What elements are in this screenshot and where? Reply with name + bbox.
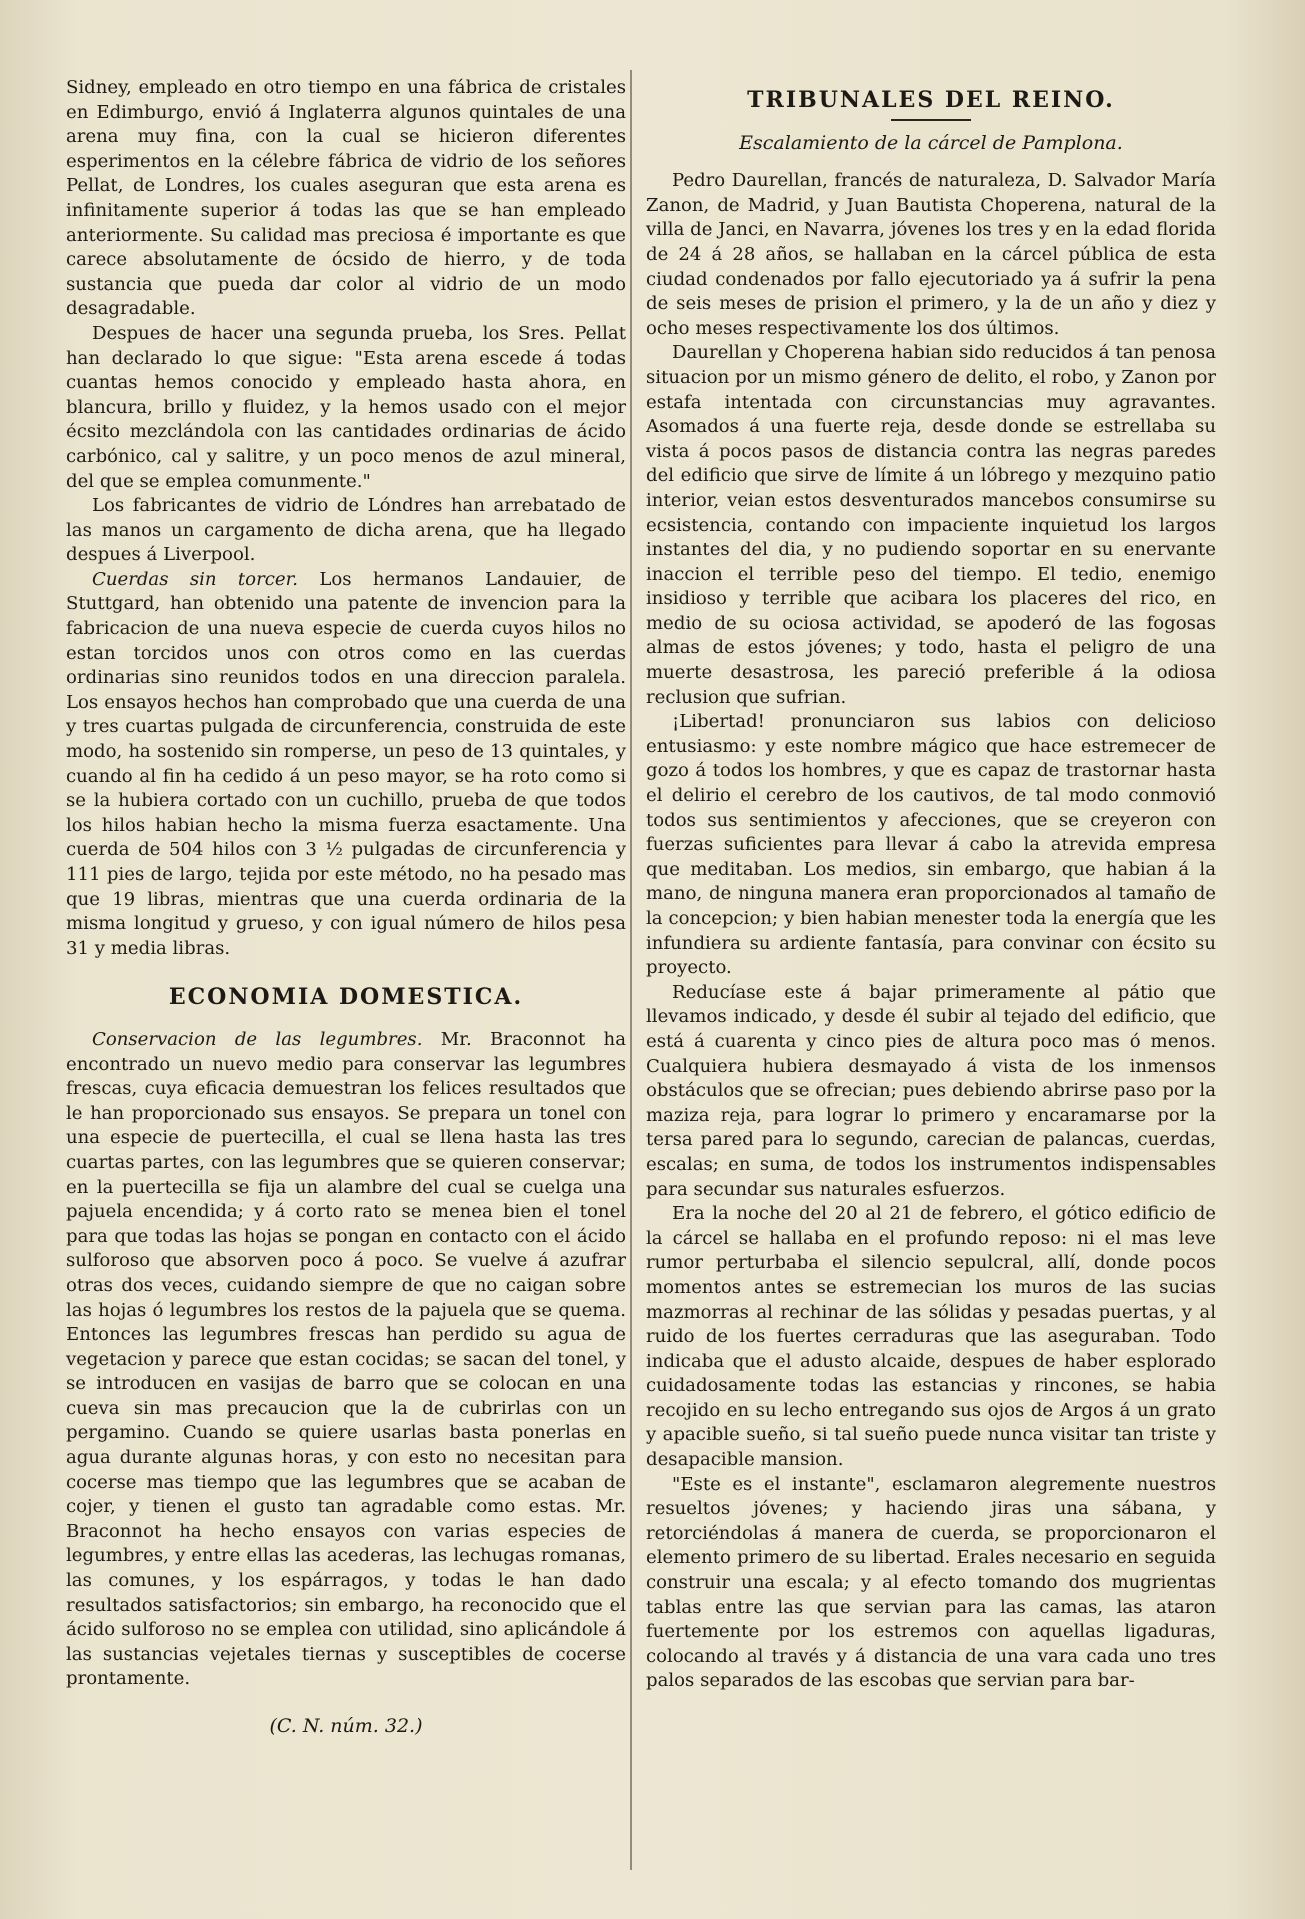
article-paragraph: Reducíase este á bajar primeramente al pátio que llevamos indicado, y desde él subir al tejado del edificio, que está á cuarenta y cinco pies de altura poco mas ó menos. Cualquiera hubiera desmayado á vista de los inmensos obstáculos que se ofrecian; pues debiendo abrirse paso por la maziza reja, para lograr lo primero y encaramarse por la tersa pared para lo segundo, carecian de palancas, cuerdas, escalas; en suma, de todos los instrumentos indispensables para secundar sus naturales esfuerzos. <box>646 981 1216 1200</box>
article-paragraph <box>66 568 626 962</box>
article-paragraph: "Este es el instante", esclamaron alegremente nuestros resueltos jóvenes; y haciendo jiras una sábana, y retorciéndolas á manera de cuerda, se proporcionaron el elemento primero de su libertad. Erales necesario en seguida construir una escala; y al efecto tomando dos mugrientas tablas entre las que servian para las camas, las ataron fuertemente por los estremos con aquellas ligaduras, colocando al través y á distancia de una vara cada uno tres palos separados de las escobas que servian para bar- <box>646 1473 1216 1692</box>
right-column <box>646 76 1216 1694</box>
heading-rule <box>891 119 971 121</box>
section-heading: TRIBUNALES DEL REINO. <box>747 87 1115 113</box>
article-paragraph <box>66 1028 626 1692</box>
paragraph-body: Mr. Braconnot ha encontrado un nuevo medio para conservar las legumbres frescas, cuya eficacia demuestran los felices resultados que le han proporcionado sus ensayos. Se prepara un tonel con una especie de puertecilla, el cual se llena hasta las tres cuartas partes, con las legumbres que se quieren conservar; en la puertecilla se fija un alambre del cual se cuelga una pajuela encendida; y á corto rato se menea bien el tonel para que todas las hojas se pongan en contacto con el ácido sulforoso que absorven poco á poco. Se vuelve á azufrar otras dos veces, cuidando siempre de que no caigan sobre las hojas ó legumbres los restos de la pajuela que se quema. Entonces las legumbres frescas han perdido su agua de vegetacion y parece que estan cocidas; se sacan del tonel, y se introducen en vasijas de barro que se colocan en una cueva sin mas precaucion que la de cubrirlas con un pergamino. Cuando se quiere usarlas basta ponerlas en agua durante algunas horas, y con esto no necesitan para cocerse mas tiempo que las legumbres que se acaban de cojer, y tienen el gusto tan agradable como estas. Mr. Braconnot ha hecho ensayos con varias especies de legumbres, y entre ellas las acederas, las lechugas romanas, las comunes, y los espárragos, y todas le han dado resultados satisfactorios; sin embargo, ha reconocido que el ácido sulforoso no se emplea con utilidad, sino aplicándole á las sustancias vejetales tiernas y susceptibles de cocerse prontamente. <box>66 1028 626 1690</box>
paragraph-lead: Conservacion de las legumbres. <box>92 1028 423 1050</box>
paragraph-lead: Cuerdas sin torcer. <box>92 568 298 590</box>
article-paragraph: Era la noche del 20 al 21 de febrero, el gótico edificio de la cárcel se hallaba en el profundo reposo: ni el mas leve rumor perturbaba el silencio sepulcral, allí, donde pocos momentos antes se estremecian los muros de las sucias mazmorras al rechinar de las sólidas y pesadas puertas, y al ruido de los fuertes cerraduras que las aseguraban. Todo indicaba que el adusto alcaide, despues de haber esplorado cuidadosamente todas las estancias y rincones, se habia recojido en su lecho entregando sus ojos de Argos á un grato y apacible sueño, si tal sueño puede nunca visitar tan triste y desapacible mansion. <box>646 1203 1216 1471</box>
article-paragraph: Daurellan y Choperena habian sido reducidos á tan penosa situacion por un mismo género de delito, el robo, y Zanon por estafa intentada con circunstancias muy agravantes. Asomados á una fuerte reja, desde donde se estrellaba su vista á pocos pasos de distancia contra las negras paredes del edificio que sirve de límite á un lóbrego y mezquino patio interior, veian estos desventurados mancebos consumirse su ecsistencia, contando con impaciente inquietud los largos instantes del dia, y no pudiendo soportar en su enervante inaccion el terrible peso del tiempo. El tedio, enemigo insidioso y terrible que acibara los placeres del rico, en medio de su ociosa actividad, se apoderó de las fogosas almas de estos jóvenes; y todo, hasta el peligro de una muerte desastrosa, les pareció preferible á la odiosa reclusion que sufrian. <box>646 342 1216 708</box>
article-paragraph: ¡Libertad! pronunciaron sus labios con delicioso entusiasmo: y este nombre mágico que hace estremecer de gozo á todos los hombres, y que es capaz de trastornar hasta el delirio el cerebro de los cautivos, de tal modo conmovió todos sus sentimientos y afecciones, que se creyeron con fuerzas suficientes para llevar á cabo la atrevida empresa que meditaban. Los medios, sin embargo, que habian á la mano, de ninguna manera eran proporcionados al tamaño de la concepcion; y bien habian menester toda la energía que les infundiera su ardiente fantasía, para convinar con écsito su proyecto. <box>646 711 1216 979</box>
section-heading: ECONOMIA DOMESTICA. <box>168 984 524 1011</box>
article-paragraph: Los fabricantes de vidrio de Lóndres han arrebatado de las manos un cargamento de dicha arena, que ha llegado despues á Liverpool. <box>66 495 626 566</box>
article-paragraph: Sidney, empleado en otro tiempo en una fábrica de cristales en Edimburgo, envió á Inglaterra algunos quintales de una arena muy fina, con la cual se hicieron diferentes esperimentos en la célebre fábrica de vidrio de los señores Pellat, de Londres, los cuales aseguran que esta arena es infinitamente superior á todas las que se han empleado anteriormente. Su calidad mas preciosa é importante es que carece absolutamente de ócsido de hierro, y de toda sustancia que pueda dar color al vidrio de un modo desagradable. <box>66 77 626 320</box>
paragraph-body: Los hermanos Landauier, de Stuttgard, han obtenido una patente de invencion para la fabricacion de una nueva especie de cuerda cuyos hilos no estan torcidos unos con otros como en las cuerdas ordinarias sino reunidos todos en una direccion paralela. Los ensayos hechos han comprobado que una cuerda de una y tres cuartas pulgada de circunferencia, construida de este modo, ha sostenido sin romperse, un peso de 13 quintales, y cuando al fin ha cedido á un peso mayor, se ha roto como si se la hubiera cortado con un cuchillo, prueba de que todos los hilos habian hecho la misma fuerza esactamente. Una cuerda de 504 hilos con 3 ½ pulgadas de circunferencia y 111 pies de largo, tejida por este método, no ha pesado mas que 19 libras, mientras que una cuerda ordinaria de la misma longitud y grueso, y con igual número de hilos pesa 31 y media libras. <box>66 568 626 959</box>
article-title: Escalamiento de la cárcel de Pamplona. <box>739 131 1123 154</box>
source-citation: (C. N. núm. 32.) <box>269 1715 423 1737</box>
left-column <box>66 76 626 1739</box>
column-divider <box>630 70 632 1870</box>
article-paragraph: Pedro Daurellan, francés de naturaleza, D. Salvador María Zanon, de Madrid, y Juan Bautista Choperena, natural de la villa de Janci, en Navarra, jóvenes los tres y en la edad florida de 24 á 28 años, se hallaban en la cárcel pública de esta ciudad condenados por fallo ejecutoriado ya á sufrir la pena de seis meses de prision el primero, y la de un año y diez y ocho meses respectivamente los dos últimos. <box>646 170 1216 339</box>
article-paragraph: Despues de hacer una segunda prueba, los Sres. Pellat han declarado lo que sigue: "Esta arena escede á todas cuantas hemos conocido y empleado hasta ahora, en blancura, brillo y fluidez, y la hemos usado con el mejor écsito mezclándola con las cantidades ordinarias de ácido carbónico, cal y salitre, y un poco menos de azul mineral, del que se emplea comunmente." <box>66 322 626 492</box>
